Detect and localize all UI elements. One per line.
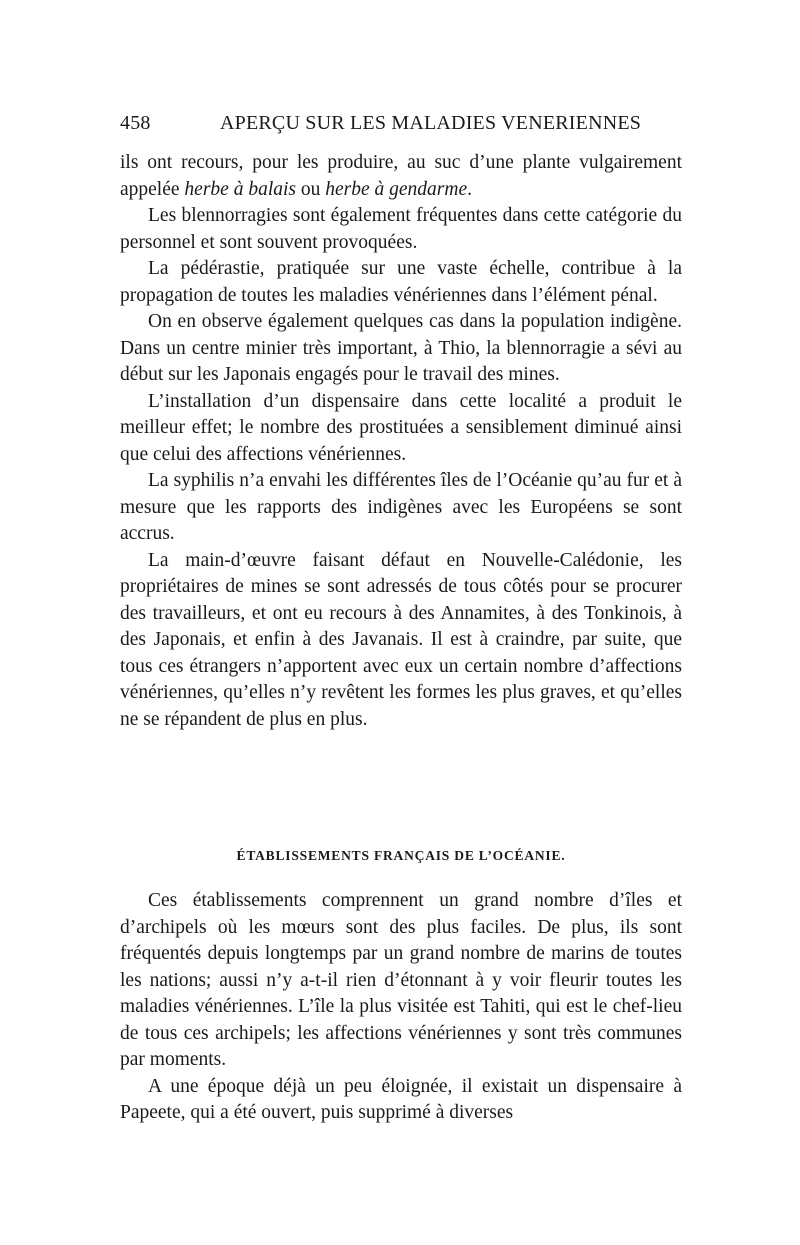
section-text <box>120 888 682 1127</box>
paragraph: L’installation d’un dispensaire dans cette localité a produit le meilleur effet; le nombre des prostituées a sensiblement diminué ainsi que celui des affections vénériennes. <box>120 390 682 465</box>
main-text <box>120 150 682 733</box>
paragraph: Les blennorragies sont également fréquentes dans cette catégorie du personnel et sont souvent provoquées. <box>120 205 682 253</box>
paragraph: On en observe également quelques cas dans la population indigène. Dans un centre minier très important, à Thio, la blennorragie a sévi au début sur les Japonais engagés pour le travail des mines. <box>120 311 682 385</box>
running-title: APERÇU SUR LES MALADIES VENERIENNES <box>220 112 642 134</box>
paragraph: Ces établissements comprennent un grand nombre d’îles et d’archipels où les mœurs sont des plus faciles. De plus, ils sont fréquentés depuis longtemps par un grand nombre de marins de toutes les nations; aussi n’y a-t-il rien d’étonnant à y voir fleurir toutes les maladies vénériennes. L’île la plus visitée est Tahiti, qui est le chef-lieu de tous ces archipels; les affections vénériennes y sont très communes par moments. <box>120 890 682 1070</box>
section-heading: ÉTABLISSEMENTS FRANÇAIS DE L’OCÉANIE. <box>236 848 566 863</box>
paragraph-continued: ils ont recours, pour les produire, au suc d’une plante vulgairement appelée herbe à balais ou herbe à gendarme. <box>120 152 682 200</box>
paragraph: La pédérastie, pratiquée sur une vaste échelle, contribue à la propagation de toutes les maladies vénériennes dans l’élément pénal. <box>120 258 682 306</box>
italic-term: herbe à balais <box>184 178 296 200</box>
paragraph: La main-d’œuvre faisant défaut en Nouvelle-Calédonie, les propriétaires de mines se sont adressés de tous côtés pour se procurer des travailleurs, et ont eu recours à des Annamites, à des Tonkinois, à des Japonais, et enfin à des Javanais. Il est à craindre, par suite, que tous ces étrangers n’apportent avec eux un certain nombre d’affections vénériennes, qu’elles n’y revêtent les formes les plus graves, et qu’elles ne se répandent de plus en plus. <box>120 549 682 730</box>
paragraph: A une époque déjà un peu éloignée, il existait un dispensaire à Papeete, qui a été ouvert, puis supprimé à diverses <box>120 1075 682 1123</box>
italic-term: herbe à gendarme <box>325 178 468 200</box>
paragraph: La syphilis n’a envahi les différentes îles de l’Océanie qu’au fur et à mesure que les rapports des indigènes avec les Européens se sont accrus. <box>120 470 682 544</box>
page-header <box>120 112 682 142</box>
page-number: 458 <box>120 112 151 134</box>
